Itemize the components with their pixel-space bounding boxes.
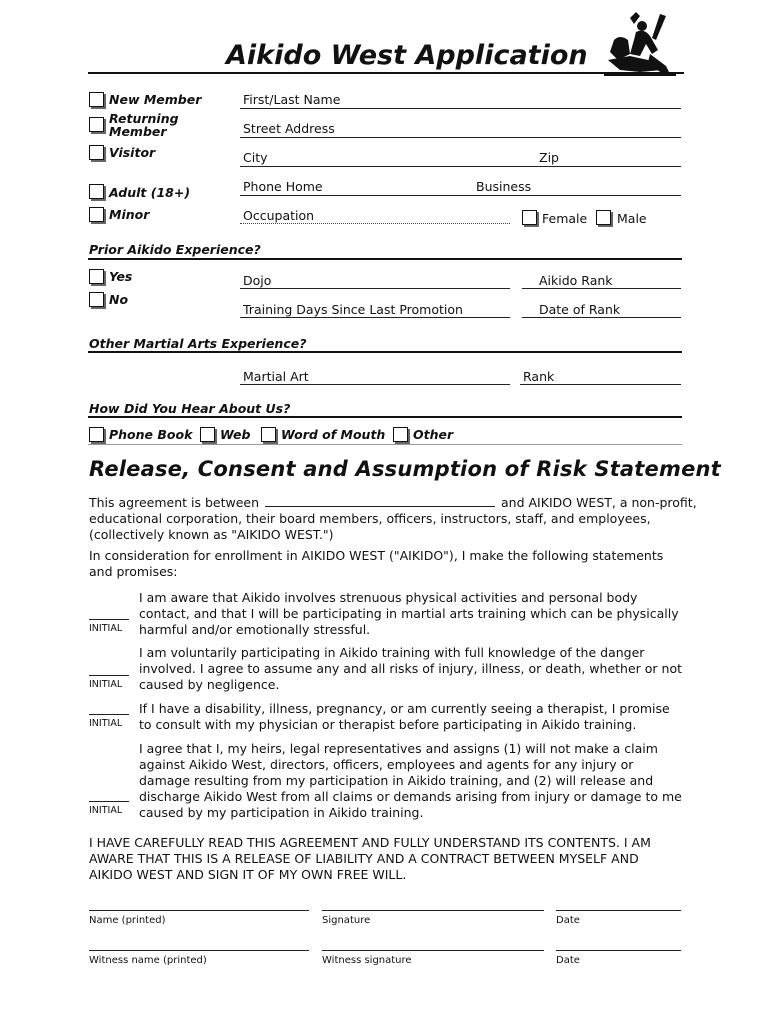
signature-field[interactable] [322, 910, 544, 911]
closing-statement: I HAVE CAREFULLY READ THIS AGREEMENT AND FULLY UNDERSTAND ITS CONTENTS. I AM AWARE THAT THIS IS A RELEASE OF LIABILITY AND A CONTRACT BETWEEN MYSELF AND AIKIDO WEST AND SIGN IT OF MY OWN FREE WILL. [89, 835, 651, 882]
other-checkbox[interactable] [393, 427, 408, 442]
other-arts-rule [88, 351, 682, 353]
witness-signature-field[interactable] [322, 950, 544, 951]
heard-about-rule [88, 416, 682, 418]
initial-label-3: INITIAL [89, 718, 123, 729]
phone-book-checkbox[interactable] [89, 427, 104, 442]
street-field[interactable] [240, 137, 681, 138]
initial-label-4: INITIAL [89, 805, 123, 816]
zip-label: Zip [539, 150, 559, 165]
male-checkbox[interactable] [596, 210, 611, 225]
returning-line1: Returning [109, 111, 179, 126]
statement-2: I am voluntarily participating in Aikido training with full knowledge of the danger involved. I agree to assume any and all risks of injury, illness, or death, whether or not caused by negligence. [139, 645, 683, 692]
visitor-label: Visitor [109, 145, 156, 160]
heard-about-heading: How Did You Hear About Us? [89, 401, 291, 416]
statement-3: If I have a disability, illness, pregnancy, or am currently seeing a therapist, I promise to consult with my physician or therapist before participating in Aikido training. [139, 701, 670, 732]
martial-art-field[interactable] [240, 384, 510, 385]
dojo-field[interactable] [240, 288, 510, 289]
aikido-rank-field[interactable] [522, 288, 681, 289]
initial-label-1: INITIAL [89, 623, 123, 634]
other-rank-label: Rank [523, 369, 555, 384]
agreement-end: and AIKIDO WEST, a non-profit, [501, 495, 697, 510]
business-label: Business [476, 179, 532, 194]
date-of-rank-label: Date of Rank [539, 302, 621, 317]
adult-label: Adult (18+) [109, 185, 191, 200]
martial-art-label: Martial Art [243, 369, 309, 384]
prior-experience-heading: Prior Aikido Experience? [89, 242, 261, 257]
witness-date-label: Date [556, 955, 580, 966]
date-field[interactable] [556, 910, 681, 911]
witness-name-field[interactable] [89, 950, 309, 951]
aikido-rank-label: Aikido Rank [539, 273, 613, 288]
female-checkbox[interactable] [522, 210, 537, 225]
training-days-field[interactable] [240, 317, 510, 318]
prior-experience-rule [88, 258, 682, 260]
date-of-rank-field[interactable] [522, 317, 681, 318]
other-label: Other [413, 427, 454, 442]
visitor-checkbox[interactable] [89, 145, 104, 160]
minor-checkbox[interactable] [89, 207, 104, 222]
signature-label: Signature [322, 915, 371, 926]
prior-yes-label: Yes [109, 269, 133, 284]
agreement-start: This agreement is between [89, 495, 260, 510]
prior-no-label: No [109, 292, 129, 307]
adult-checkbox[interactable] [89, 184, 104, 199]
consideration-paragraph: In consideration for enrollment in AIKIDO WEST ("AIKIDO"), I make the following statements and promises: [89, 548, 664, 579]
occupation-label: Occupation [243, 208, 315, 223]
prior-yes-checkbox[interactable] [89, 269, 104, 284]
web-label: Web [220, 427, 251, 442]
statement-1: I am aware that Aikido involves strenuous physical activities and personal body contact, and that I will be participating in martial arts training which can be physically harmful and/or emotionally stressful. [139, 590, 679, 637]
other-arts-heading: Other Martial Arts Experience? [89, 336, 307, 351]
word-of-mouth-checkbox[interactable] [261, 427, 276, 442]
date-label: Date [556, 915, 580, 926]
initial-field-1[interactable] [89, 619, 129, 620]
male-label: Male [617, 211, 647, 226]
minor-label: Minor [109, 207, 150, 222]
phone-book-label: Phone Book [109, 427, 193, 442]
release-heading: Release, Consent and Assumption of Risk Statement [89, 457, 721, 481]
street-label: Street Address [243, 121, 335, 136]
witness-signature-label: Witness signature [322, 955, 412, 966]
statement-4: I agree that I, my heirs, legal representatives and assigns (1) will not make a claim against Aikido West, directors, officers, employees and agents for any injury or damage resulting from my participation in Aikido training, and (2) will release and discharge Aikido West from all claims or demands arising from injury or damage to me caused by my participation in Aikido training. [139, 741, 682, 820]
agreement-rest: educational corporation, their board members, officers, instructors, staff, and employees, (collectively known as "AIKIDO WEST.") [89, 511, 651, 542]
page-title: Aikido West Application [226, 40, 588, 71]
agreement-paragraph [89, 495, 697, 543]
returning-line2: Member [109, 124, 167, 139]
agreement-party-field[interactable] [265, 495, 495, 507]
training-days-label: Training Days Since Last Promotion [243, 302, 463, 317]
prior-no-checkbox[interactable] [89, 292, 104, 307]
female-label: Female [542, 211, 588, 226]
web-checkbox[interactable] [200, 427, 215, 442]
witness-date-field[interactable] [556, 950, 681, 951]
name-printed-field[interactable] [89, 910, 309, 911]
other-rank-field[interactable] [520, 384, 681, 385]
name-label: First/Last Name [243, 92, 341, 107]
initial-field-3[interactable] [89, 714, 129, 715]
title-rule [88, 72, 684, 74]
city-zip-field[interactable] [240, 166, 681, 167]
name-printed-label: Name (printed) [89, 915, 166, 926]
phone-home-label: Phone Home [243, 179, 323, 194]
word-of-mouth-label: Word of Mouth [281, 427, 386, 442]
returning-member-checkbox[interactable] [89, 117, 104, 132]
dojo-label: Dojo [243, 273, 272, 288]
occupation-field[interactable] [240, 223, 510, 224]
initial-field-2[interactable] [89, 675, 129, 676]
heard-about-bottom-rule [88, 444, 682, 445]
returning-member-label [109, 112, 179, 138]
city-label: City [243, 150, 268, 165]
witness-name-label: Witness name (printed) [89, 955, 207, 966]
name-field[interactable] [240, 108, 681, 109]
phone-field[interactable] [240, 195, 681, 196]
initial-label-2: INITIAL [89, 679, 123, 690]
new-member-label: New Member [109, 92, 202, 107]
initial-field-4[interactable] [89, 801, 129, 802]
new-member-checkbox[interactable] [89, 92, 104, 107]
aikido-figure-logo [600, 10, 680, 78]
